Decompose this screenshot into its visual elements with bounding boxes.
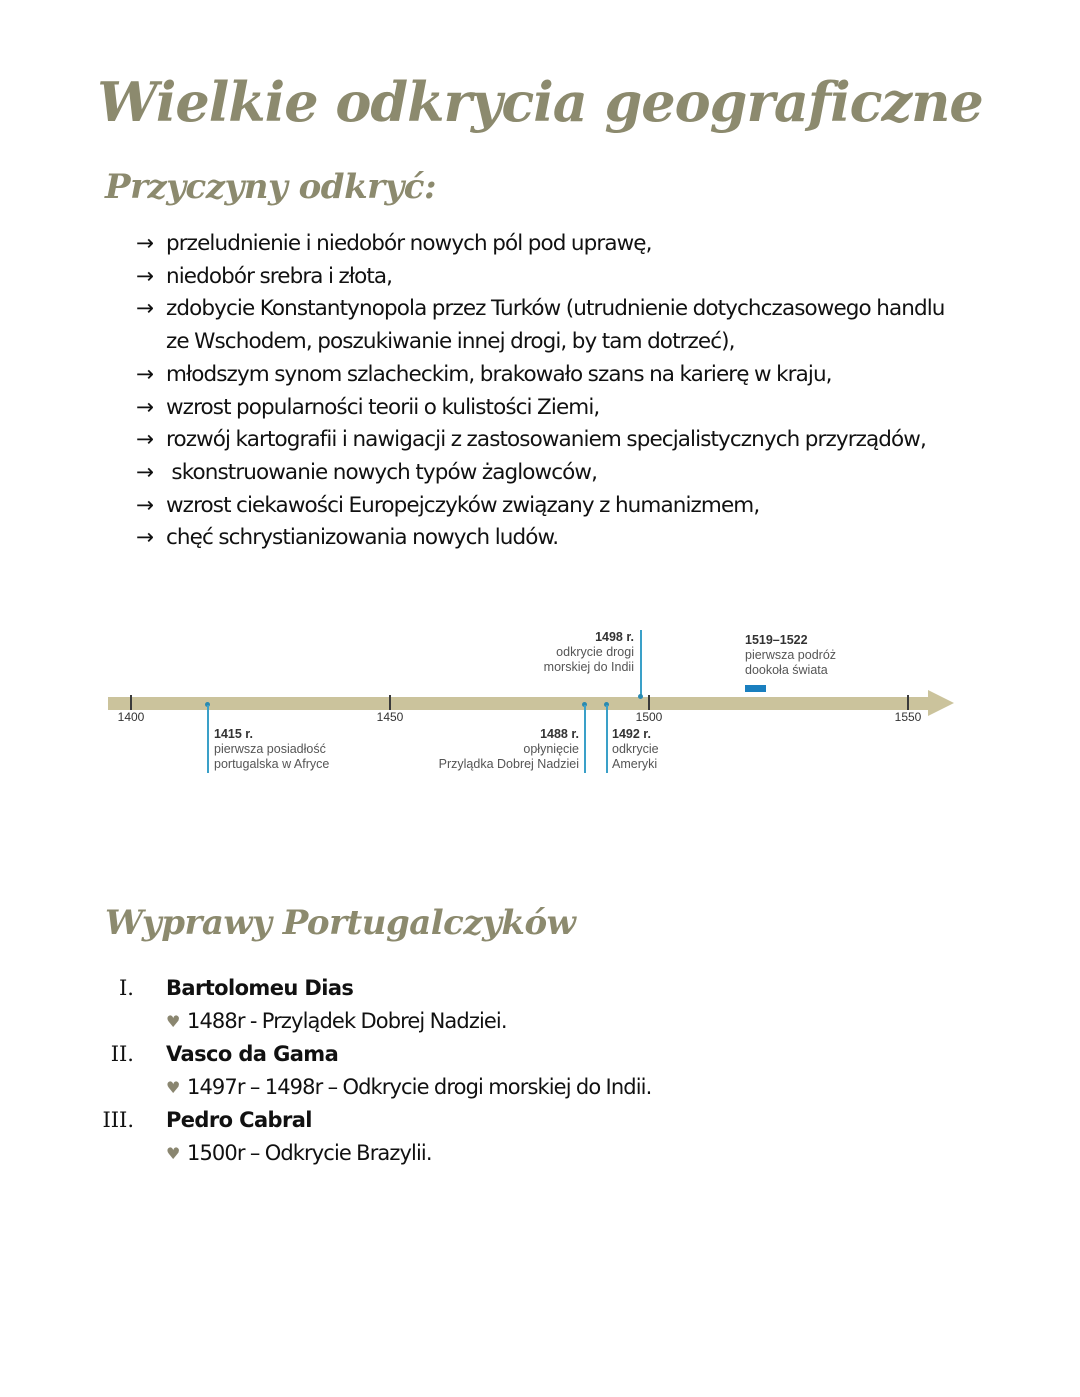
expedition-detail: ♥ 1500r – Odkrycie Brazylii. xyxy=(0,1137,1080,1170)
right-arrow-icon: → xyxy=(136,231,154,256)
expedition-detail: ♥ 1497r – 1498r – Odkrycie drogi morskiej do Indii. xyxy=(0,1071,1080,1104)
timeline-bar xyxy=(108,697,930,710)
tick-label: 1450 xyxy=(376,710,404,724)
list-item: → rozwój kartografii i nawigacji z zastosowaniem specjalistycznych przyrządów, xyxy=(136,424,1036,457)
right-arrow-icon: → xyxy=(136,394,154,420)
right-arrow-icon: → xyxy=(136,296,154,322)
expedition-item xyxy=(0,972,1080,1005)
event-1415: 1415 r. pierwsza posiadłość portugalska w Afryce xyxy=(214,727,330,771)
event-line xyxy=(640,630,642,697)
event-1492: 1492 r. odkrycie Ameryki xyxy=(612,727,659,771)
list-numeral: III. xyxy=(102,1108,134,1132)
right-arrow-icon: → xyxy=(136,361,154,387)
event-dot xyxy=(638,694,643,699)
list-item: → niedobór srebra i złota, xyxy=(136,261,1036,294)
tick-mark xyxy=(907,695,909,710)
event-line xyxy=(207,705,209,773)
tick-label: 1550 xyxy=(894,710,922,724)
list-item: → chęć schrystianizowania nowych ludów. xyxy=(136,522,1036,555)
timeline-arrow-icon xyxy=(928,690,954,716)
heart-icon: ♥ xyxy=(166,1078,181,1097)
heart-icon: ♥ xyxy=(166,1144,181,1163)
heart-icon: ♥ xyxy=(166,1012,181,1031)
list-item: → przeludnienie i niedobór nowych pól pod uprawę, xyxy=(136,228,1036,261)
event-1498: 1498 r. odkrycie drogi morskiej do Indii xyxy=(543,630,634,674)
event-1519-1522: 1519–1522 pierwsza podróż dookoła świata xyxy=(745,633,837,677)
event-span-bar xyxy=(745,685,766,692)
right-arrow-icon: → xyxy=(136,427,154,453)
list-item: → zdobycie Konstantynopola przez Turków (utrudnienie dotychczasowego handlu ze Wschodem, poszukiwanie innej drogi, by tam dotrzeć), xyxy=(136,293,1036,358)
tick-mark xyxy=(648,695,650,710)
expedition-item xyxy=(0,1104,1080,1137)
event-line xyxy=(584,705,586,773)
expedition-detail: ♥ 1488r - Przylądek Dobrej Nadziei. xyxy=(0,1005,1080,1038)
right-arrow-icon: → xyxy=(136,459,154,485)
list-item: → wzrost ciekawości Europejczyków związany z humanizmem, xyxy=(136,490,1036,523)
explorer-name: Bartolomeu Dias xyxy=(166,976,354,1000)
event-1488: 1488 r. opłynięcie Przylądka Dobrej Nadziei xyxy=(438,727,579,771)
tick-mark xyxy=(130,695,132,710)
tick-mark xyxy=(389,695,391,710)
causes-list xyxy=(136,228,1036,555)
explorer-name: Vasco da Gama xyxy=(166,1042,339,1066)
explorer-name: Pedro Cabral xyxy=(166,1108,312,1132)
causes-heading: Przyczyny odkryć: xyxy=(105,167,437,207)
right-arrow-icon: → xyxy=(136,492,154,518)
expeditions-heading: Wyprawy Portugalczyków xyxy=(105,903,576,943)
list-item: → młodszym synom szlacheckim, brakowało szans na karierę w kraju, xyxy=(136,359,1036,392)
list-item: → wzrost popularności teorii o kulistości Ziemi, xyxy=(136,392,1036,425)
right-arrow-icon: → xyxy=(136,525,154,551)
list-item: → skonstruowanie nowych typów żaglowców, xyxy=(136,457,1036,490)
list-numeral: I. xyxy=(119,976,134,1000)
tick-label: 1400 xyxy=(117,710,145,724)
tick-label: 1500 xyxy=(635,710,663,724)
page-title: Wielkie odkrycia geograficzne xyxy=(97,70,983,134)
event-line xyxy=(606,705,608,773)
expedition-item xyxy=(0,1038,1080,1071)
list-numeral: II. xyxy=(110,1042,134,1066)
right-arrow-icon: → xyxy=(136,263,154,289)
list-item-continuation: ze Wschodem, poszukiwanie innej drogi, by tam dotrzeć), xyxy=(166,329,735,355)
